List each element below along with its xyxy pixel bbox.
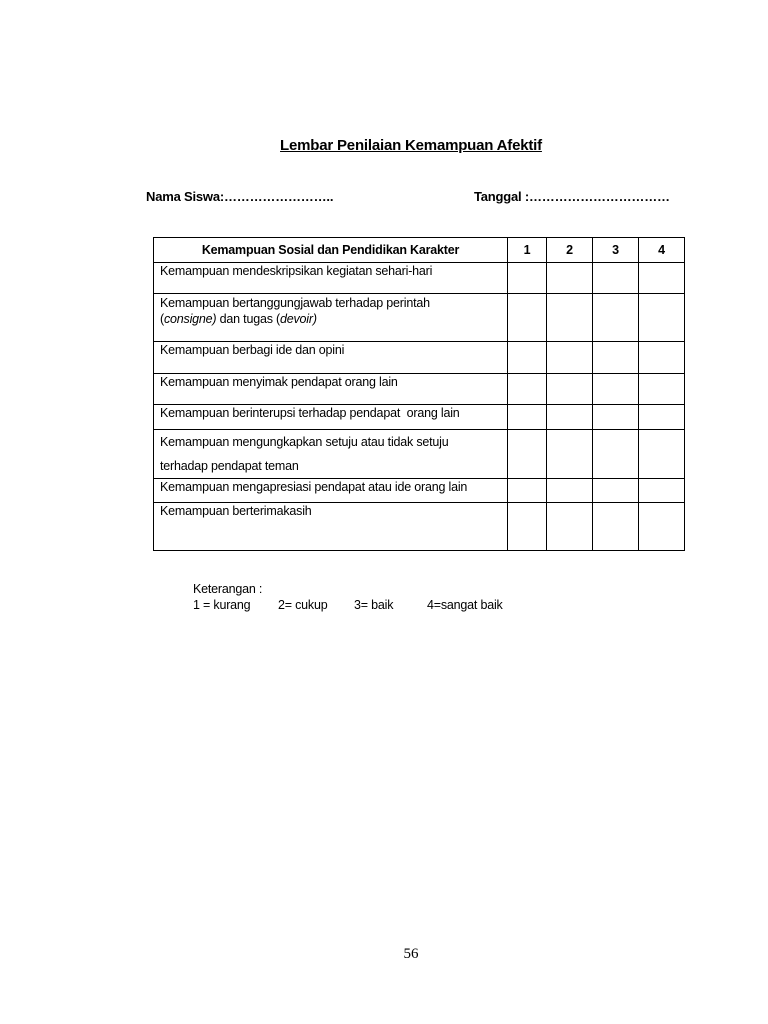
score-cell[interactable] [593,479,639,503]
table-row [154,479,685,503]
legend-item: 2= cukup [278,598,328,612]
header-score-4: 4 [639,238,685,263]
score-cell[interactable] [508,263,547,294]
criteria-cell [154,342,508,374]
table-header-row [154,238,685,263]
score-cell[interactable] [593,294,639,342]
score-cell[interactable] [593,405,639,430]
header-score-1: 1 [508,238,547,263]
criteria-cell [154,263,508,294]
score-cell[interactable] [508,405,547,430]
legend-item: 1 = kurang [193,598,251,612]
criteria-text: Kemampuan berterimakasih [160,504,312,518]
criteria-text: Kemampuan mengungkapkan setuju atau tidak setuju [160,435,449,449]
criteria-text: terhadap pendapat teman [160,459,299,473]
score-cell[interactable] [547,374,593,405]
criteria-term-consigne: consigne) [163,312,217,326]
score-cell[interactable] [508,430,547,479]
header-criteria: Kemampuan Sosial dan Pendidikan Karakter [154,238,508,263]
legend-heading: Keterangan : [193,582,263,596]
score-cell[interactable] [508,479,547,503]
score-cell[interactable] [508,294,547,342]
student-name-field: Nama Siswa:…………………….. [146,189,334,204]
score-cell[interactable] [593,342,639,374]
score-cell[interactable] [547,294,593,342]
table-row [154,503,685,551]
score-cell[interactable] [593,374,639,405]
criteria-cell [154,430,508,479]
criteria-cell [154,479,508,503]
criteria-text-mid: dan tugas ( [216,312,280,326]
page-number: 56 [403,946,419,962]
score-cell[interactable] [593,430,639,479]
criteria-text: Kemampuan bertanggungjawab terhadap perintah [160,296,430,310]
score-cell[interactable] [547,430,593,479]
score-cell[interactable] [639,430,685,479]
header-score-2: 2 [547,238,593,263]
legend [193,581,503,613]
legend-items [193,597,503,613]
criteria-text-paren: ( [160,312,164,326]
table-row [154,263,685,294]
criteria-text: Kemampuan menyimak pendapat orang lain [160,375,398,389]
score-cell[interactable] [547,503,593,551]
score-cell[interactable] [639,374,685,405]
score-cell[interactable] [547,263,593,294]
criteria-term-devoir: devoir) [280,312,317,326]
score-cell[interactable] [508,342,547,374]
criteria-cell [154,294,508,342]
score-cell[interactable] [639,479,685,503]
table-row [154,405,685,430]
criteria-cell [154,405,508,430]
score-cell[interactable] [639,263,685,294]
criteria-text: Kemampuan mengapresiasi pendapat atau ide orang lain [160,480,468,494]
table-row [154,294,685,342]
score-cell[interactable] [639,294,685,342]
criteria-text: Kemampuan mendeskripsikan kegiatan sehari-hari [160,264,433,278]
score-cell[interactable] [593,503,639,551]
score-cell[interactable] [639,503,685,551]
score-cell[interactable] [508,374,547,405]
score-cell[interactable] [639,405,685,430]
legend-item: 3= baik [354,598,394,612]
table-row [154,430,685,479]
header-score-3: 3 [593,238,639,263]
table-row [154,342,685,374]
score-cell[interactable] [593,263,639,294]
score-cell[interactable] [547,342,593,374]
score-cell[interactable] [547,405,593,430]
criteria-cell [154,503,508,551]
score-cell[interactable] [508,503,547,551]
score-cell[interactable] [547,479,593,503]
table-row [154,374,685,405]
criteria-text: Kemampuan berbagi ide dan opini [160,343,345,357]
date-field: Tanggal :…………………………… [474,189,670,204]
assessment-table [153,237,685,551]
legend-item: 4=sangat baik [427,598,503,612]
document-title: Lembar Penilaian Kemampuan Afektif [280,137,542,154]
criteria-cell [154,374,508,405]
criteria-text: Kemampuan berinterupsi terhadap pendapat orang lain [160,406,460,420]
score-cell[interactable] [639,342,685,374]
